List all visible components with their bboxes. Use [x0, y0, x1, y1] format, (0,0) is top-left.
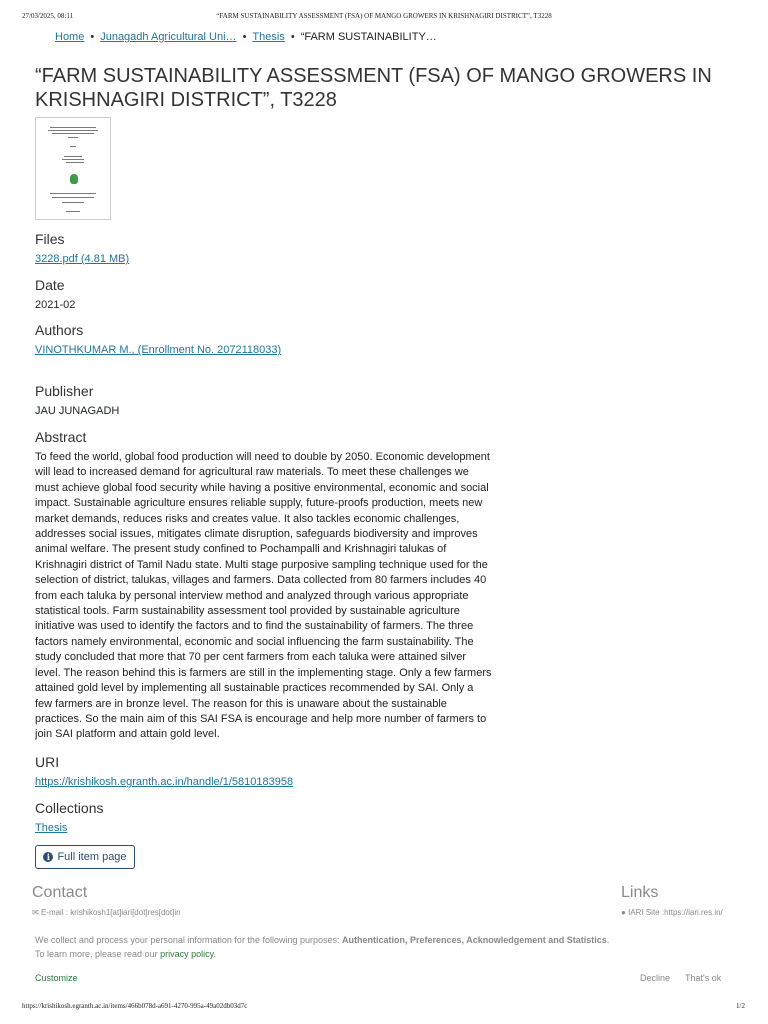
files-heading: Files	[35, 231, 65, 247]
decline-button[interactable]: Decline	[640, 973, 671, 983]
date-value: 2021-02	[35, 299, 76, 311]
cookie-text-prefix: We collect and process your personal information for the following purposes:	[35, 935, 342, 945]
print-page-number: 1/2	[736, 1002, 745, 1010]
print-footer-url: https://krishikosh.egranth.ac.in/items/466b078d-a691-4270-995a-49a02db03d7c	[22, 1002, 248, 1010]
breadcrumb-current: “FARM SUSTAINABILITY…	[300, 31, 437, 43]
publisher-heading: Publisher	[35, 383, 94, 399]
abstract-text: To feed the world, global food production will need to double by 2050. Economic development will lead to increased demand for agricultural raw materials. To meet these challenges we must achieve global food security while having a positive environmental, economic and social impact. Sustainable agriculture ensures reliable supply, future-proofs production, meets new market demands, reduces risks and creates value. It also tackles economic challenges, addresses social issues, mitigates climate disruption, safeguards biodiversity and improves animal welfare. The present study confined to Pochampalli and Krishnagiri talukas of Krishnagiri district of Tamil Nadu state. Multi stage purposive sampling technique used for the selection of district, talukas, villages and farmers. Data collected from 80 farmers includes 40 from each taluka by personal interview method and analyzed through various appropriate statistical tools. Farm sustainability assessment tool provided by sustainable agriculture initiative was used to identify the factors and to find the sustainability of farmers. The three factors namely environmental, economic and social influencing the farm sustainability. The study concluded that more that 70 per cent farmers from each taluka were attained silver level. The reason behind this is farmers are still in the implementing stage. Only a few farmers attained gold level by implementing all sustainable practices recommended by SAI. Only a few farmers are in bronze level. The reason for this is unaware about the sustainable practices. So the main aim of this SAI FSA is encourage and help more number of farmers to join SAI platform and attain gold level.	[35, 451, 492, 741]
uri-heading: URI	[35, 754, 60, 770]
envelope-icon: ✉	[32, 908, 41, 917]
publisher-section	[35, 382, 495, 419]
breadcrumb-separator: •	[242, 31, 247, 43]
print-title: “FARM SUSTAINABILITY ASSESSMENT (FSA) OF MANGO GROWERS IN KRISHNAGIRI DISTRICT”, T3228	[216, 12, 552, 20]
publisher-value: JAU JUNAGADH	[35, 405, 120, 417]
contact-email-text: E-mail : krishikosh1[at]iari[dot]res[dot]in	[40, 908, 181, 917]
files-section	[35, 230, 495, 267]
authors-heading: Authors	[35, 322, 84, 338]
full-item-page-button[interactable]	[35, 845, 135, 869]
date-section	[35, 276, 495, 313]
info-icon: i	[43, 852, 53, 862]
abstract-section	[35, 428, 493, 743]
uri-section	[35, 753, 495, 790]
uri-link[interactable]: https://krishikosh.egranth.ac.in/handle/1/5810183958	[35, 776, 294, 788]
breadcrumb-thesis-link[interactable]: Thesis	[252, 31, 285, 43]
cookie-text-end: .	[213, 949, 216, 959]
date-heading: Date	[35, 277, 65, 293]
iari-site-text: IARI Site :https://iari.res.in/	[628, 908, 723, 917]
cookie-text-suffix: .	[606, 935, 610, 945]
cookie-purposes: Authentication, Preferences, Acknowledgement and Statistics	[342, 935, 607, 945]
print-timestamp: 27/03/2025, 08:11	[22, 12, 74, 20]
collection-thesis-link[interactable]: Thesis	[35, 822, 68, 834]
contact-heading: Contact	[32, 884, 88, 901]
breadcrumb-separator: •	[290, 31, 295, 43]
full-item-page-label: Full item page	[57, 851, 127, 863]
customize-button[interactable]: Customize	[35, 973, 78, 983]
iari-site-link[interactable]	[621, 908, 723, 917]
university-logo-icon	[70, 174, 78, 184]
author-link[interactable]: VINOTHKUMAR M., (Enrollment No. 2072118033)	[35, 344, 282, 356]
collections-heading: Collections	[35, 800, 104, 816]
thesis-thumbnail[interactable]	[35, 117, 111, 220]
breadcrumb-university-link[interactable]: Junagadh Agricultural Uni…	[100, 31, 237, 43]
breadcrumb-separator: •	[90, 31, 95, 43]
breadcrumb-home-link[interactable]: Home	[55, 31, 85, 43]
links-heading: Links	[621, 884, 659, 901]
breadcrumb	[55, 31, 437, 43]
abstract-heading: Abstract	[35, 429, 87, 445]
globe-icon: ●	[621, 908, 629, 917]
accept-button[interactable]: That's ok	[685, 973, 722, 983]
collections-section	[35, 799, 495, 836]
page-title: “FARM SUSTAINABILITY ASSESSMENT (FSA) OF MANGO GROWERS IN KRISHNAGIRI DISTRICT”, T3228	[35, 65, 712, 111]
contact-email[interactable]	[32, 908, 181, 917]
file-download-link[interactable]: 3228.pdf (4.81 MB)	[35, 253, 130, 265]
cookie-consent-text	[35, 933, 735, 961]
cookie-learn-more: To learn more, please read our	[35, 949, 161, 959]
authors-section	[35, 321, 495, 358]
privacy-policy-link[interactable]: privacy policy	[160, 949, 214, 959]
